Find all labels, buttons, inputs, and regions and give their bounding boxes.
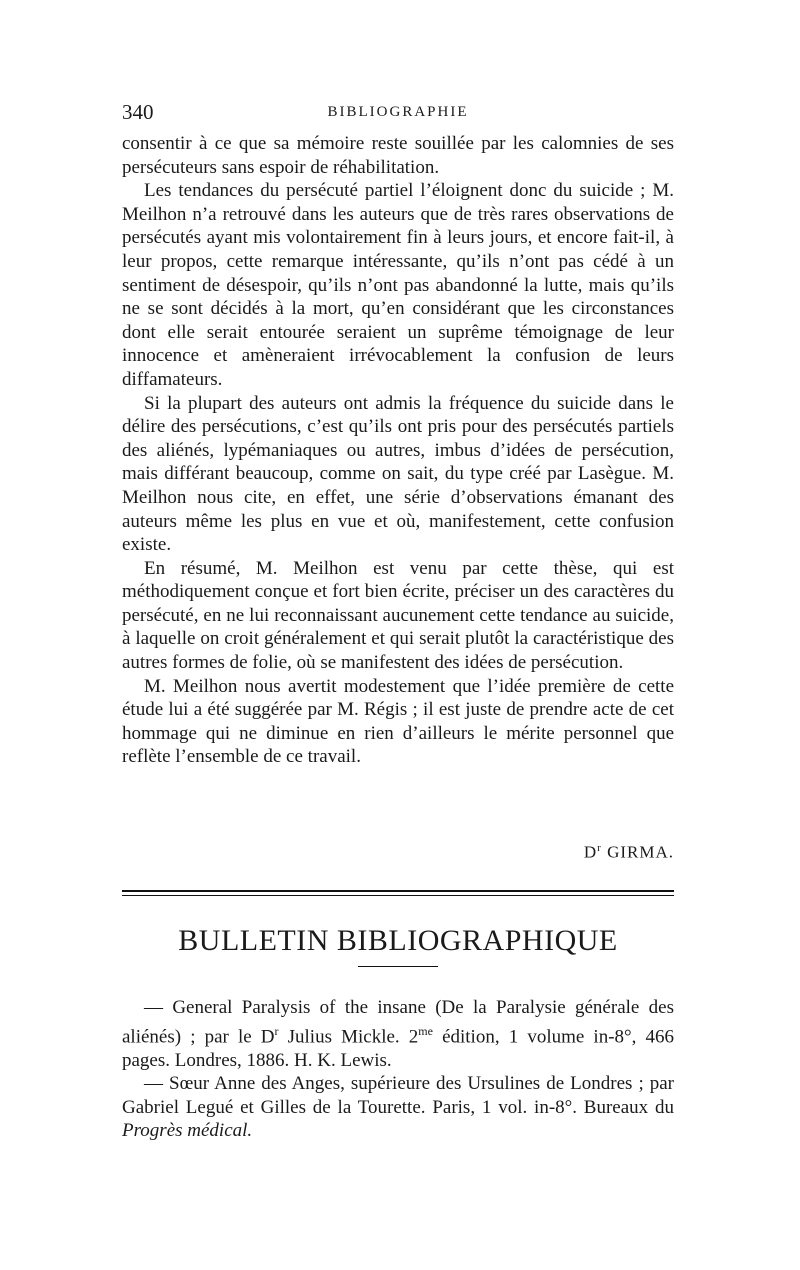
short-rule-divider xyxy=(358,966,438,967)
page-header xyxy=(122,100,674,126)
paragraph: En résumé, M. Meilhon est venu par cette thèse, qui est méthodiquement conçue et fort bien écrite, préciser un des caractères du persécuté, en ne lui reconnaissant aucunement cette tendance au suicide, à laquelle on croit généralement et qui serait plutôt la caractéristique des autres formes de folie, où se manifestent des idées de persécution. xyxy=(122,557,674,674)
page-number: 340 xyxy=(122,100,154,124)
double-rule-divider xyxy=(122,890,674,898)
bibliography-entry: — General Paralysis of the insane (De la Paralysie générale des aliénés) ; par le $D^r$ Julius Mickle. $2^{me}$ édition, 1 volume in-8°, 466 pages. Londres, 1886. H. K. Lewis. xyxy=(122,997,674,1071)
paragraph: M. Meilhon nous avertit modestement que l’idée première de cette étude lui a été suggérée par M. Régis ; il est juste de prendre acte de cet hommage qui ne diminue en rien d’ailleurs le mérite personnel que reflète l’ensemble de ce travail. xyxy=(122,675,674,768)
bibliography-entry: — Sœur Anne des Anges, supérieure des Ursulines de Londres ; par Gabriel Legué et Gilles de la Tourette. Paris, 1 vol. in-8°. Bureaux du Progrès médical. xyxy=(122,1073,674,1142)
review-body xyxy=(122,132,674,769)
running-head: BIBLIOGRAPHIE xyxy=(327,104,469,120)
paragraph: consentir à ce que sa mémoire reste souillée par les calomnies de ses persécuteurs sans espoir de réhabilitation. xyxy=(122,133,674,178)
bibliography-list xyxy=(122,996,674,1143)
signature-prefix-sup: r xyxy=(597,842,602,854)
paragraph: Si la plupart des auteurs ont admis la fréquence du suicide dans le délire des persécutions, c’est qu’ils ont pris pour des persécutés partiels des aliénés, lypémaniaques ou autres, imbus d’idées de persécution, mais différant beaucoup, comme on sait, du type créé par Lasègue. M. Meilhon nous cite, en effet, une série d’observations émanant des auteurs même les plus en vue et où, manifestement, cette confusion existe. xyxy=(122,392,674,556)
signature-prefix: D xyxy=(583,842,598,862)
section-title: BULLETIN BIBLIOGRAPHIQUE xyxy=(178,924,618,957)
author-signature xyxy=(122,842,674,863)
paragraph: Les tendances du persécuté partiel l’éloignent donc du suicide ; M. Meilhon n’a retrouvé dans les auteurs que de très rares observations de persécutés ayant mis volontairement fin à leurs jours, et encore fait-il, à leur propos, cette remarque intéressante, qu’ils n’ont pas cédé à un sentiment de désespoir, qu’ils n’ont pas abandonné la lutte, mais qu’ils ne se sont décidés à la mort, qu’en considérant que les circonstances dont elle serait entourée seraient un suprême témoignage de leur innocence et amèneraient irrévocablement la confusion de leurs diffamateurs. xyxy=(122,180,674,390)
signature-name: GIRMA. xyxy=(607,842,674,862)
